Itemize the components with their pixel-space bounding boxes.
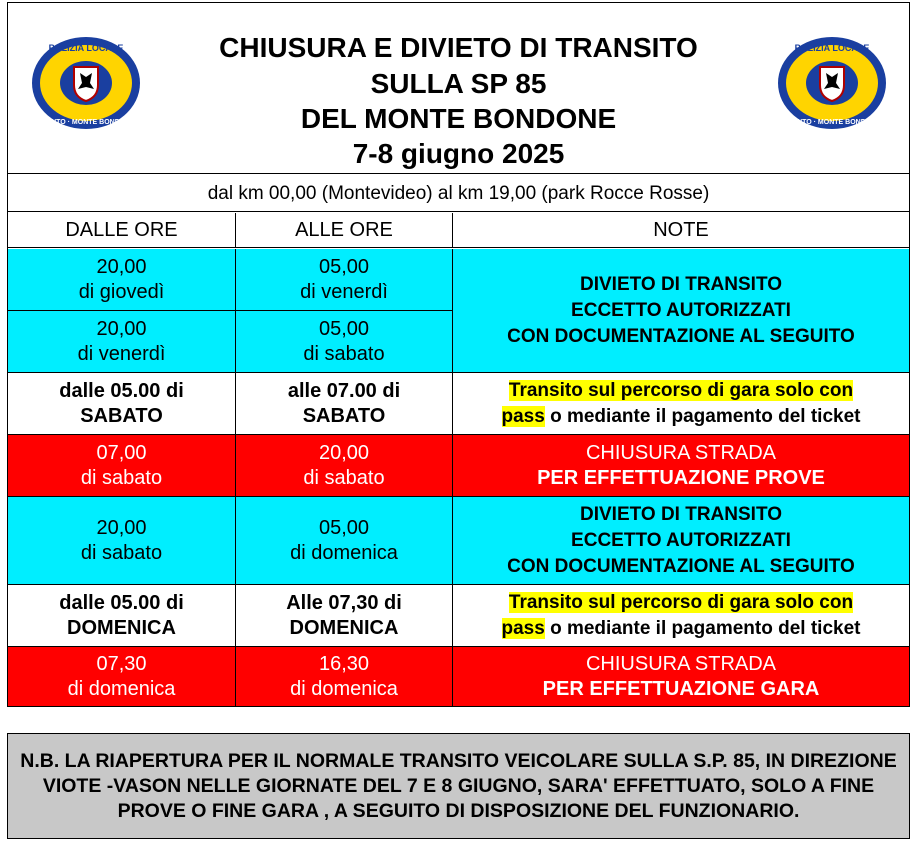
note-line: PER EFFETTUAZIONE GARA bbox=[542, 677, 820, 700]
note-line: ECCETTO AUTORIZZATI bbox=[571, 529, 791, 551]
logo-top-text: POLIZIA LOCALE bbox=[794, 43, 870, 53]
table-cell-to bbox=[235, 647, 452, 706]
time-value: 16,30 bbox=[318, 652, 370, 675]
table-cell-from bbox=[8, 311, 235, 373]
highlighted-text: pass bbox=[501, 405, 545, 427]
title-line-2: SULLA SP 85 bbox=[370, 68, 547, 99]
note-line: DIVIETO DI TRANSITO bbox=[580, 273, 782, 295]
time-value: alle 07.00 di bbox=[287, 379, 401, 402]
title-date: 7-8 giugno 2025 bbox=[352, 138, 565, 169]
time-value: 05,00 bbox=[318, 317, 370, 340]
note-line: PER EFFETTUAZIONE PROVE bbox=[537, 466, 825, 489]
day-value: di giovedì bbox=[78, 280, 165, 303]
time-value: 05,00 bbox=[318, 516, 370, 539]
logo-bottom-text: TRENTO · MONTE BONDONE bbox=[783, 119, 881, 126]
time-value: dalle 05.00 di bbox=[59, 591, 184, 614]
title-line-1: CHIUSURA E DIVIETO DI TRANSITO bbox=[219, 32, 698, 63]
table-cell-from bbox=[8, 585, 235, 647]
title-line-3: DEL MONTE BONDONE bbox=[300, 103, 617, 134]
time-value: dalle 05.00 di bbox=[59, 379, 184, 402]
highlighted-text: pass bbox=[501, 617, 545, 639]
note-text: o mediante il pagamento del ticket bbox=[544, 405, 861, 427]
logo-bottom-text: TRENTO · MONTE BONDONE bbox=[37, 119, 135, 126]
time-value: 05,00 bbox=[318, 255, 370, 278]
note-line: CON DOCUMENTAZIONE AL SEGUITO bbox=[507, 325, 855, 347]
day-value: di domenica bbox=[290, 541, 398, 564]
time-value: Alle 07,30 di bbox=[286, 591, 402, 614]
table-cell-to bbox=[235, 249, 452, 311]
day-value: di sabato bbox=[303, 466, 385, 489]
table-cell-to bbox=[235, 497, 452, 585]
day-value: DOMENICA bbox=[289, 616, 399, 639]
note-text: o mediante il pagamento del ticket bbox=[544, 617, 861, 639]
day-value: di venerdì bbox=[300, 280, 388, 303]
column-header-from: DALLE ORE bbox=[8, 213, 235, 248]
table-cell-to bbox=[235, 435, 452, 497]
day-value: DOMENICA bbox=[67, 616, 176, 639]
note-line: CON DOCUMENTAZIONE AL SEGUITO bbox=[507, 555, 855, 577]
day-value: SABATO bbox=[302, 404, 386, 427]
column-header-notes: NOTE bbox=[452, 213, 909, 248]
highlighted-text: Transito sul percorso di gara solo con bbox=[508, 591, 854, 613]
polizia-locale-logo-right bbox=[776, 35, 888, 131]
table-cell-note-pass bbox=[452, 373, 909, 435]
time-value: 20,00 bbox=[96, 516, 147, 539]
table-cell-from bbox=[8, 647, 235, 706]
note-line: ECCETTO AUTORIZZATI bbox=[571, 299, 791, 321]
day-value: di sabato bbox=[303, 342, 385, 365]
table-cell-note-divieto bbox=[452, 497, 909, 585]
day-value: di sabato bbox=[80, 466, 163, 489]
table-cell-note-divieto bbox=[452, 249, 909, 373]
highlighted-text: Transito sul percorso di gara solo con bbox=[508, 379, 854, 401]
day-value: di domenica bbox=[290, 677, 398, 700]
table-cell-from bbox=[8, 435, 235, 497]
time-value: 20,00 bbox=[318, 441, 370, 464]
footnote-text: N.B. LA RIAPERTURA PER IL NORMALE TRANSITO VEICOLARE SULLA S.P. 85, IN DIREZIONE VIOTE -VASON NELLE GIORNATE DEL 7 E 8 GIUGNO, SARA' EFFETTUATO, SOLO A FINE PROVE O FINE GARA , A SEGUITO DI DISPOSIZIONE DEL FUNZIONARIO. bbox=[20, 749, 897, 822]
table-cell-to bbox=[235, 585, 452, 647]
title-block bbox=[8, 3, 909, 174]
table-cell-note-pass bbox=[452, 585, 909, 647]
column-header-to: ALLE ORE bbox=[235, 213, 452, 248]
closure-notice-table bbox=[7, 2, 910, 707]
table-cell-from bbox=[8, 373, 235, 435]
day-value: di venerdì bbox=[77, 342, 166, 365]
table-cell-from bbox=[8, 249, 235, 311]
time-value: 07,00 bbox=[96, 441, 147, 464]
note-line: CHIUSURA STRADA bbox=[585, 441, 777, 464]
note-line: DIVIETO DI TRANSITO bbox=[580, 503, 782, 525]
logo-top-text: POLIZIA LOCALE bbox=[48, 43, 124, 53]
day-value: di sabato bbox=[80, 541, 163, 564]
day-value: SABATO bbox=[80, 404, 163, 427]
note-line: CHIUSURA STRADA bbox=[585, 652, 777, 675]
time-value: 20,00 bbox=[96, 317, 147, 340]
time-value: 07,30 bbox=[96, 652, 147, 675]
km-range: dal km 00,00 (Montevideo) al km 19,00 (park Rocce Rosse) bbox=[8, 175, 909, 212]
table-cell-to bbox=[235, 373, 452, 435]
table-cell-note-chiusura-gara bbox=[452, 647, 909, 706]
footnote-box bbox=[7, 733, 910, 839]
time-value: 20,00 bbox=[96, 255, 147, 278]
day-value: di domenica bbox=[67, 677, 176, 700]
table-cell-to bbox=[235, 311, 452, 373]
table-cell-from bbox=[8, 497, 235, 585]
table-cell-note-chiusura-prove bbox=[452, 435, 909, 497]
